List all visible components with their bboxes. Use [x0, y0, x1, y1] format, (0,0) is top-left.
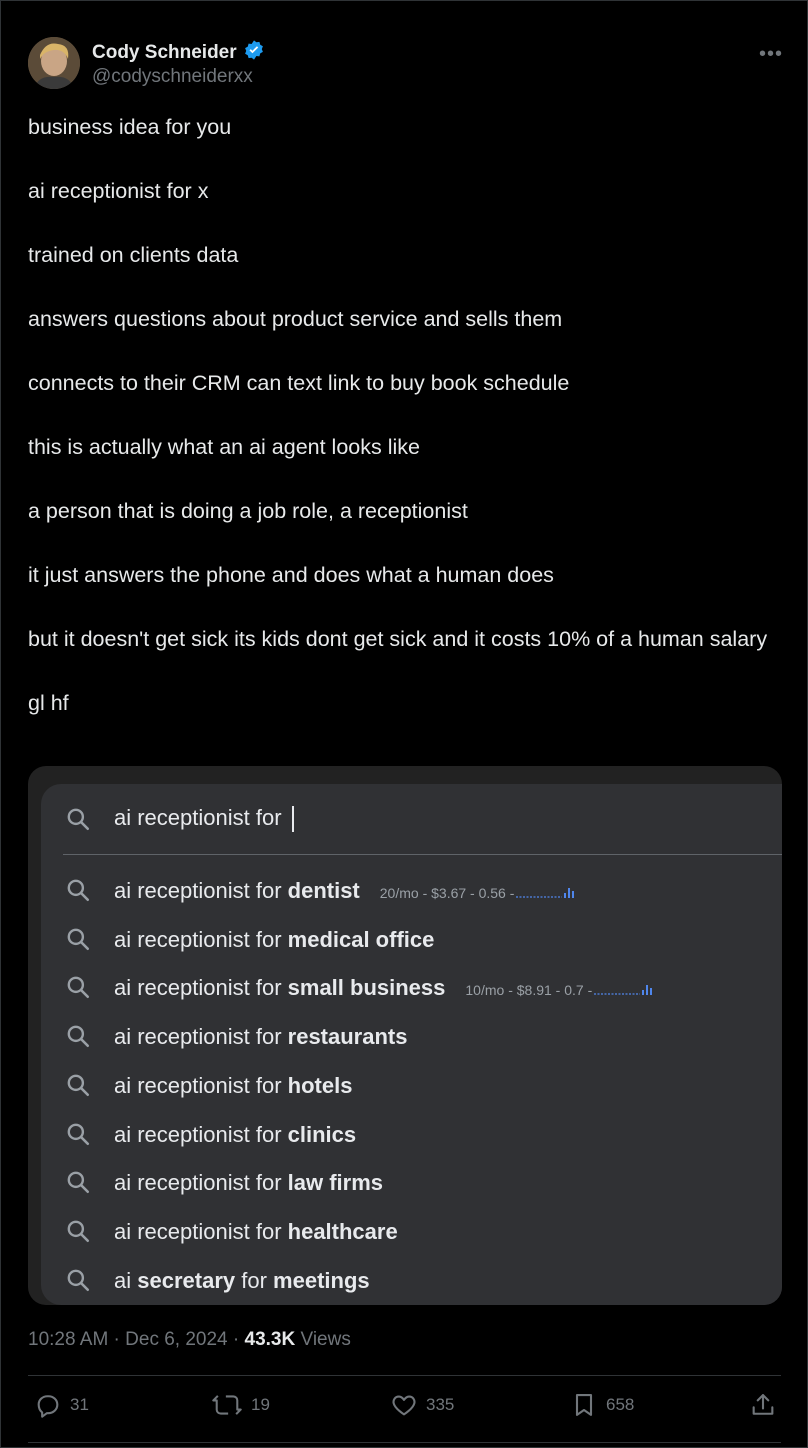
keyword-metrics: 10/mo - $8.91 - 0.7 -: [465, 982, 593, 999]
tweet-line: answers questions about product service and sells them: [28, 307, 563, 331]
heart-icon: [390, 1391, 418, 1419]
tweet-text: [28, 111, 778, 751]
reply-button[interactable]: [34, 1391, 89, 1419]
share-icon: [749, 1391, 777, 1419]
suggestion-completion: small business: [287, 975, 446, 1001]
suggestion-completion: healthcare: [287, 1218, 398, 1244]
search-icon: [65, 1072, 91, 1098]
suggestion-completion: restaurants: [287, 1024, 408, 1050]
suggestion-text: [114, 878, 576, 904]
reply-icon: [34, 1391, 62, 1419]
suggestion-completion-2: meetings: [273, 1267, 370, 1293]
suggestion-prefix: ai receptionist for: [114, 878, 288, 903]
search-query: ai receptionist for: [114, 805, 288, 830]
keyword-metrics: 20/mo - $3.67 - 0.56 -: [379, 885, 515, 901]
more-options-icon[interactable]: •••: [758, 43, 783, 65]
repost-icon: [211, 1391, 243, 1419]
tweet-line: gl hf: [28, 691, 69, 715]
search-icon: [65, 806, 91, 832]
suggestion-text: [114, 1122, 356, 1148]
tweet-timestamp[interactable]: [28, 1329, 351, 1351]
bookmark-count: 658: [606, 1395, 635, 1414]
search-suggestion[interactable]: [41, 1062, 782, 1111]
repost-count: 19: [251, 1395, 270, 1414]
trend-sparkline-icon: [516, 884, 576, 898]
tweet-line: ai receptionist for x: [28, 179, 209, 203]
suggestion-text: [114, 1219, 398, 1245]
suggestion-prefix: ai receptionist for: [114, 1170, 288, 1196]
divider: [28, 1375, 781, 1376]
suggestion-prefix: ai receptionist for: [114, 1218, 288, 1244]
search-icon: [65, 1121, 91, 1147]
suggestion-mid: for: [235, 1267, 274, 1293]
suggestion-text: [114, 975, 654, 1001]
reply-count: 31: [70, 1395, 89, 1414]
tweet-header: [28, 37, 783, 93]
time-date: 10:28 AM · Dec 6, 2024 ·: [28, 1329, 245, 1350]
divider: [28, 1442, 781, 1443]
search-icon: [65, 1267, 91, 1293]
suggestion-text: [114, 1024, 407, 1050]
suggestion-prefix: ai receptionist for: [114, 1072, 288, 1098]
tweet-line: but it doesn't get sick its kids dont get sick and it costs 10% of a human salary: [28, 627, 768, 651]
share-button[interactable]: [749, 1391, 777, 1419]
suggestion-completion: medical office: [287, 926, 435, 952]
search-icon: [65, 1218, 91, 1244]
action-bar: [1, 1391, 807, 1427]
search-icon: [65, 974, 91, 1000]
author-name[interactable]: Cody Schneider: [92, 41, 237, 63]
suggestion-completion: hotels: [287, 1072, 353, 1098]
views-label: Views: [295, 1329, 351, 1350]
avatar[interactable]: [28, 37, 80, 89]
bookmark-button[interactable]: [570, 1391, 634, 1419]
search-suggestions-panel: [41, 784, 782, 1305]
tweet-line: this is actually what an ai agent looks like: [28, 435, 420, 459]
search-suggestion[interactable]: [41, 1208, 782, 1257]
search-suggestion[interactable]: [41, 1159, 782, 1208]
divider: [63, 854, 782, 855]
name-row: [92, 39, 265, 66]
suggestion-text: [114, 927, 434, 953]
suggestion-completion: law firms: [287, 1170, 384, 1196]
search-bar[interactable]: [41, 784, 782, 854]
suggestion-completion: clinics: [287, 1121, 357, 1147]
search-icon: [65, 1169, 91, 1195]
tweet-line: it just answers the phone and does what a human does: [28, 563, 554, 587]
search-icon: [65, 1023, 91, 1049]
search-icon: [65, 926, 91, 952]
search-suggestion[interactable]: [41, 1013, 782, 1062]
suggestion-completion: dentist: [287, 878, 360, 903]
search-input[interactable]: [114, 805, 294, 832]
text-caret: [292, 806, 294, 832]
tweet-line: a person that is doing a job role, a receptionist: [28, 499, 468, 523]
tweet-line: business idea for you: [28, 115, 232, 139]
suggestion-prefix: ai receptionist for: [114, 975, 288, 1001]
trend-sparkline-icon: [594, 981, 654, 995]
views-count: 43.3K: [244, 1329, 296, 1350]
suggestion-completion: secretary: [137, 1267, 236, 1293]
search-suggestion[interactable]: [41, 964, 782, 1013]
tweet-line: connects to their CRM can text link to buy book schedule: [28, 371, 570, 395]
repost-button[interactable]: [211, 1391, 270, 1419]
like-count: 335: [426, 1395, 455, 1414]
suggestion-prefix: ai receptionist for: [114, 926, 288, 952]
search-suggestion[interactable]: [41, 1111, 782, 1160]
suggestion-prefix: ai: [114, 1267, 138, 1293]
suggestion-text: [114, 1268, 370, 1294]
author-handle[interactable]: @codyschneiderxx: [92, 66, 253, 87]
search-suggestion[interactable]: [41, 1257, 782, 1305]
search-suggestion[interactable]: [41, 867, 782, 916]
like-button[interactable]: [390, 1391, 454, 1419]
search-icon: [65, 877, 91, 903]
search-suggestion[interactable]: [41, 916, 782, 965]
suggestion-prefix: ai receptionist for: [114, 1121, 288, 1147]
tweet-line: trained on clients data: [28, 243, 239, 267]
suggestion-prefix: ai receptionist for: [114, 1024, 288, 1050]
media-image[interactable]: [28, 766, 782, 1305]
suggestion-text: [114, 1073, 352, 1099]
verified-badge-icon: [243, 39, 265, 66]
bookmark-icon: [570, 1391, 598, 1419]
suggestion-text: [114, 1170, 383, 1196]
